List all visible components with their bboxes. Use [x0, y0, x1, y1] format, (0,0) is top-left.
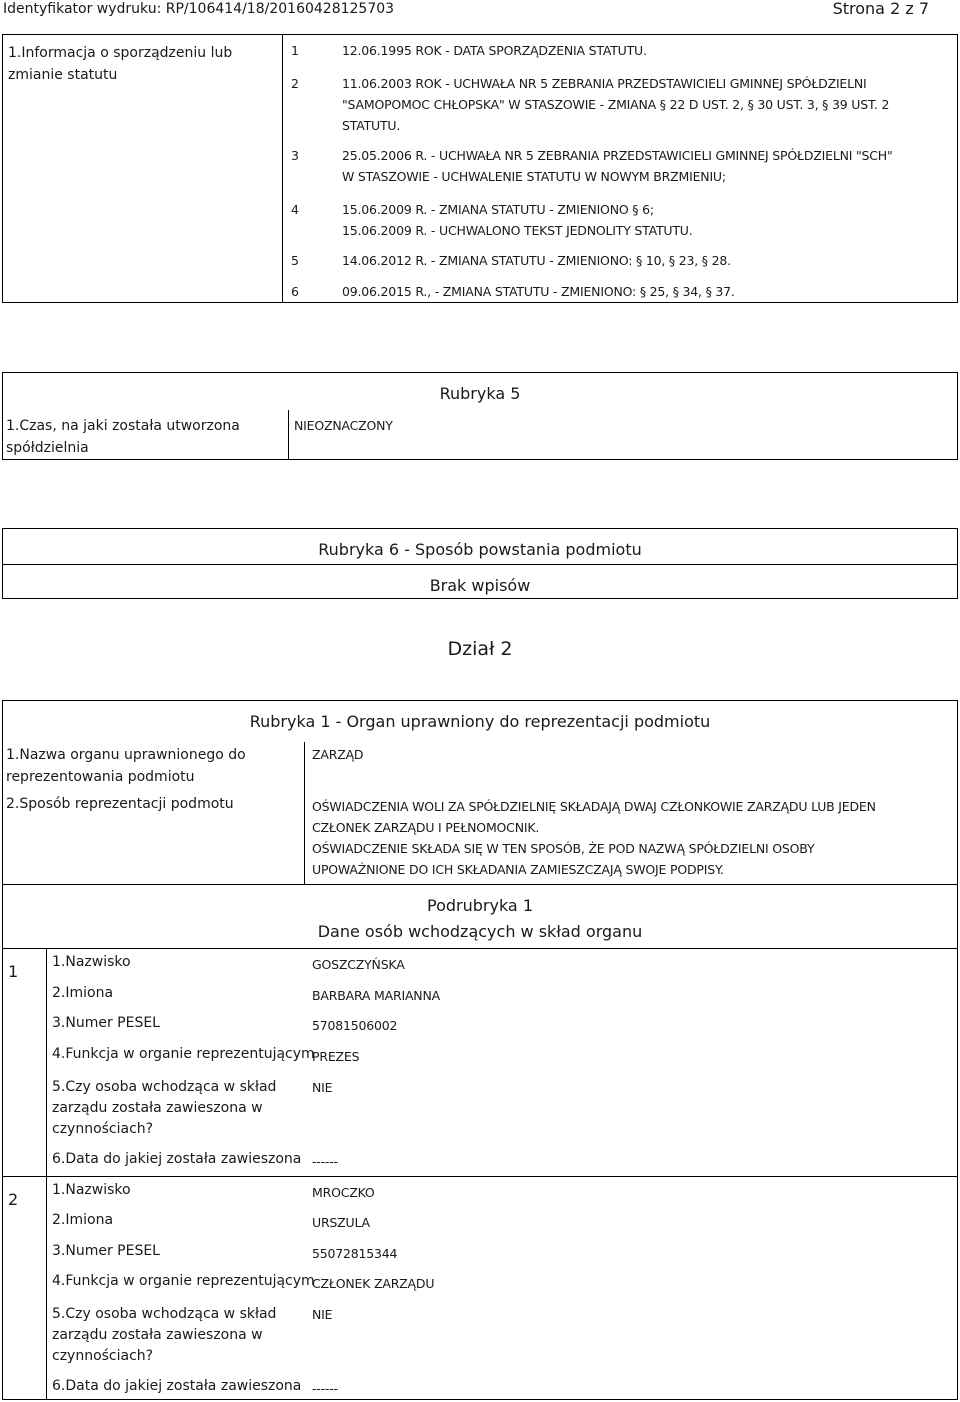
suspended-value: NIE: [312, 1080, 333, 1095]
person-number: 1: [8, 962, 19, 981]
rubryka-5-title: Rubryka 5: [439, 384, 521, 403]
rubryka-6-title: Rubryka 6 - Sposób powstania podmiotu: [318, 540, 642, 559]
duration-value: NIEOZNACZONY: [294, 418, 393, 433]
history-row-number: 6: [291, 284, 299, 299]
organ-name-label: 1.Nazwa organu uprawnionego do reprezentowania podmiotu: [6, 747, 246, 785]
names-value: URSZULA: [312, 1215, 370, 1230]
suspended-until-value: ------: [312, 1381, 338, 1396]
subsection-title: Podrubryka 1: [427, 896, 533, 915]
history-row-text: 09.06.2015 R., - ZMIANA STATUTU - ZMIENIONO: § 25, § 34, § 37.: [342, 284, 735, 299]
history-row-number: 1: [291, 43, 299, 58]
suspended-until-value: ------: [312, 1154, 338, 1169]
representation-method-label: 2.Sposób reprezentacji podmotu: [6, 796, 234, 812]
history-row-text: W STASZOWIE - UCHWALENIE STATUTU W NOWYM BRZMIENIU;: [342, 169, 726, 184]
function-label: 4.Funkcja w organie reprezentującym: [52, 1273, 315, 1289]
function-label: 4.Funkcja w organie reprezentującym: [52, 1046, 315, 1062]
person-number: 2: [8, 1190, 19, 1209]
history-row-text: 12.06.1995 ROK - DATA SPORZĄDZENIA STATUTU.: [342, 43, 647, 58]
statute-history-label: 1.Informacja o sporządzeniu lub zmianie statutu: [8, 45, 233, 83]
subsection-subtitle: Dane osób wchodzących w skład organu: [317, 922, 643, 941]
surname-label: 1.Nazwisko: [52, 954, 131, 970]
rubryka-1-title: Rubryka 1 - Organ uprawniony do reprezentacji podmiotu: [249, 712, 711, 731]
pesel-label: 3.Numer PESEL: [52, 1243, 160, 1259]
function-value: PREZES: [312, 1049, 360, 1064]
pesel-value: 57081506002: [312, 1018, 398, 1033]
suspended-value: NIE: [312, 1307, 333, 1322]
organ-name-value: ZARZĄD: [312, 747, 364, 762]
surname-label: 1.Nazwisko: [52, 1182, 131, 1198]
history-row-text: 14.06.2012 R. - ZMIANA STATUTU - ZMIENIONO: § 10, § 23, § 28.: [342, 253, 731, 268]
history-row-number: 2: [291, 76, 299, 91]
representation-method-text: OŚWIADCZENIA WOLI ZA SPÓŁDZIELNIĘ SKŁADAJĄ DWAJ CZŁONKOWIE ZARZĄDU LUB JEDEN: [312, 799, 876, 814]
surname-value: GOSZCZYŃSKA: [312, 957, 405, 972]
print-identifier: Identyfikator wydruku: RP/106414/18/20160428125703: [3, 1, 395, 17]
history-row-text: "SAMOPOMOC CHŁOPSKA" W STASZOWIE - ZMIANA § 22 D UST. 2, § 30 UST. 3, § 39 UST. 2: [342, 97, 890, 112]
history-row-number: 3: [291, 148, 299, 163]
history-row-text: STATUTU.: [342, 118, 401, 133]
names-label: 2.Imiona: [52, 1212, 114, 1228]
pesel-value: 55072815344: [312, 1246, 398, 1261]
rubryka-6-value: Brak wpisów: [429, 576, 531, 595]
function-value: CZŁONEK ZARZĄDU: [312, 1276, 435, 1291]
history-row-text: 15.06.2009 R. - ZMIANA STATUTU - ZMIENIONO § 6;: [342, 202, 654, 217]
history-row-number: 4: [291, 202, 299, 217]
pesel-label: 3.Numer PESEL: [52, 1015, 160, 1031]
suspended-until-label: 6.Data do jakiej została zawieszona: [52, 1151, 302, 1167]
page-number: Strona 2 z 7: [832, 0, 929, 18]
duration-label: 1.Czas, na jaki została utworzona spółdzielnia: [6, 418, 240, 456]
surname-value: MROCZKO: [312, 1185, 375, 1200]
section-title: Dział 2: [447, 638, 513, 660]
suspended-until-label: 6.Data do jakiej została zawieszona: [52, 1378, 302, 1394]
names-label: 2.Imiona: [52, 985, 114, 1001]
representation-method-text: UPOWAŻNIONE DO ICH SKŁADANIA ZAMIESZCZAJĄ SWOJE PODPISY.: [312, 862, 724, 877]
history-row-text: 25.05.2006 R. - UCHWAŁA NR 5 ZEBRANIA PRZEDSTAWICIELI GMINNEJ SPÓŁDZIELNI "SCH": [342, 148, 893, 163]
history-row-text: 15.06.2009 R. - UCHWALONO TEKST JEDNOLITY STATUTU.: [342, 223, 693, 238]
suspended-label: 5.Czy osoba wchodząca w skład zarządu została zawieszona w czynnościach?: [52, 1079, 277, 1137]
suspended-label: 5.Czy osoba wchodząca w skład zarządu została zawieszona w czynnościach?: [52, 1306, 277, 1364]
representation-method-text: CZŁONEK ZARZĄDU I PEŁNOMOCNIK.: [312, 820, 540, 835]
history-row-text: 11.06.2003 ROK - UCHWAŁA NR 5 ZEBRANIA PRZEDSTAWICIELI GMINNEJ SPÓŁDZIELNI: [342, 76, 867, 91]
names-value: BARBARA MARIANNA: [312, 988, 440, 1003]
representation-method-text: OŚWIADCZENIE SKŁADA SIĘ W TEN SPOSÓB, ŻE POD NAZWĄ SPÓŁDZIELNI OSOBY: [312, 841, 815, 856]
history-row-number: 5: [291, 253, 299, 268]
